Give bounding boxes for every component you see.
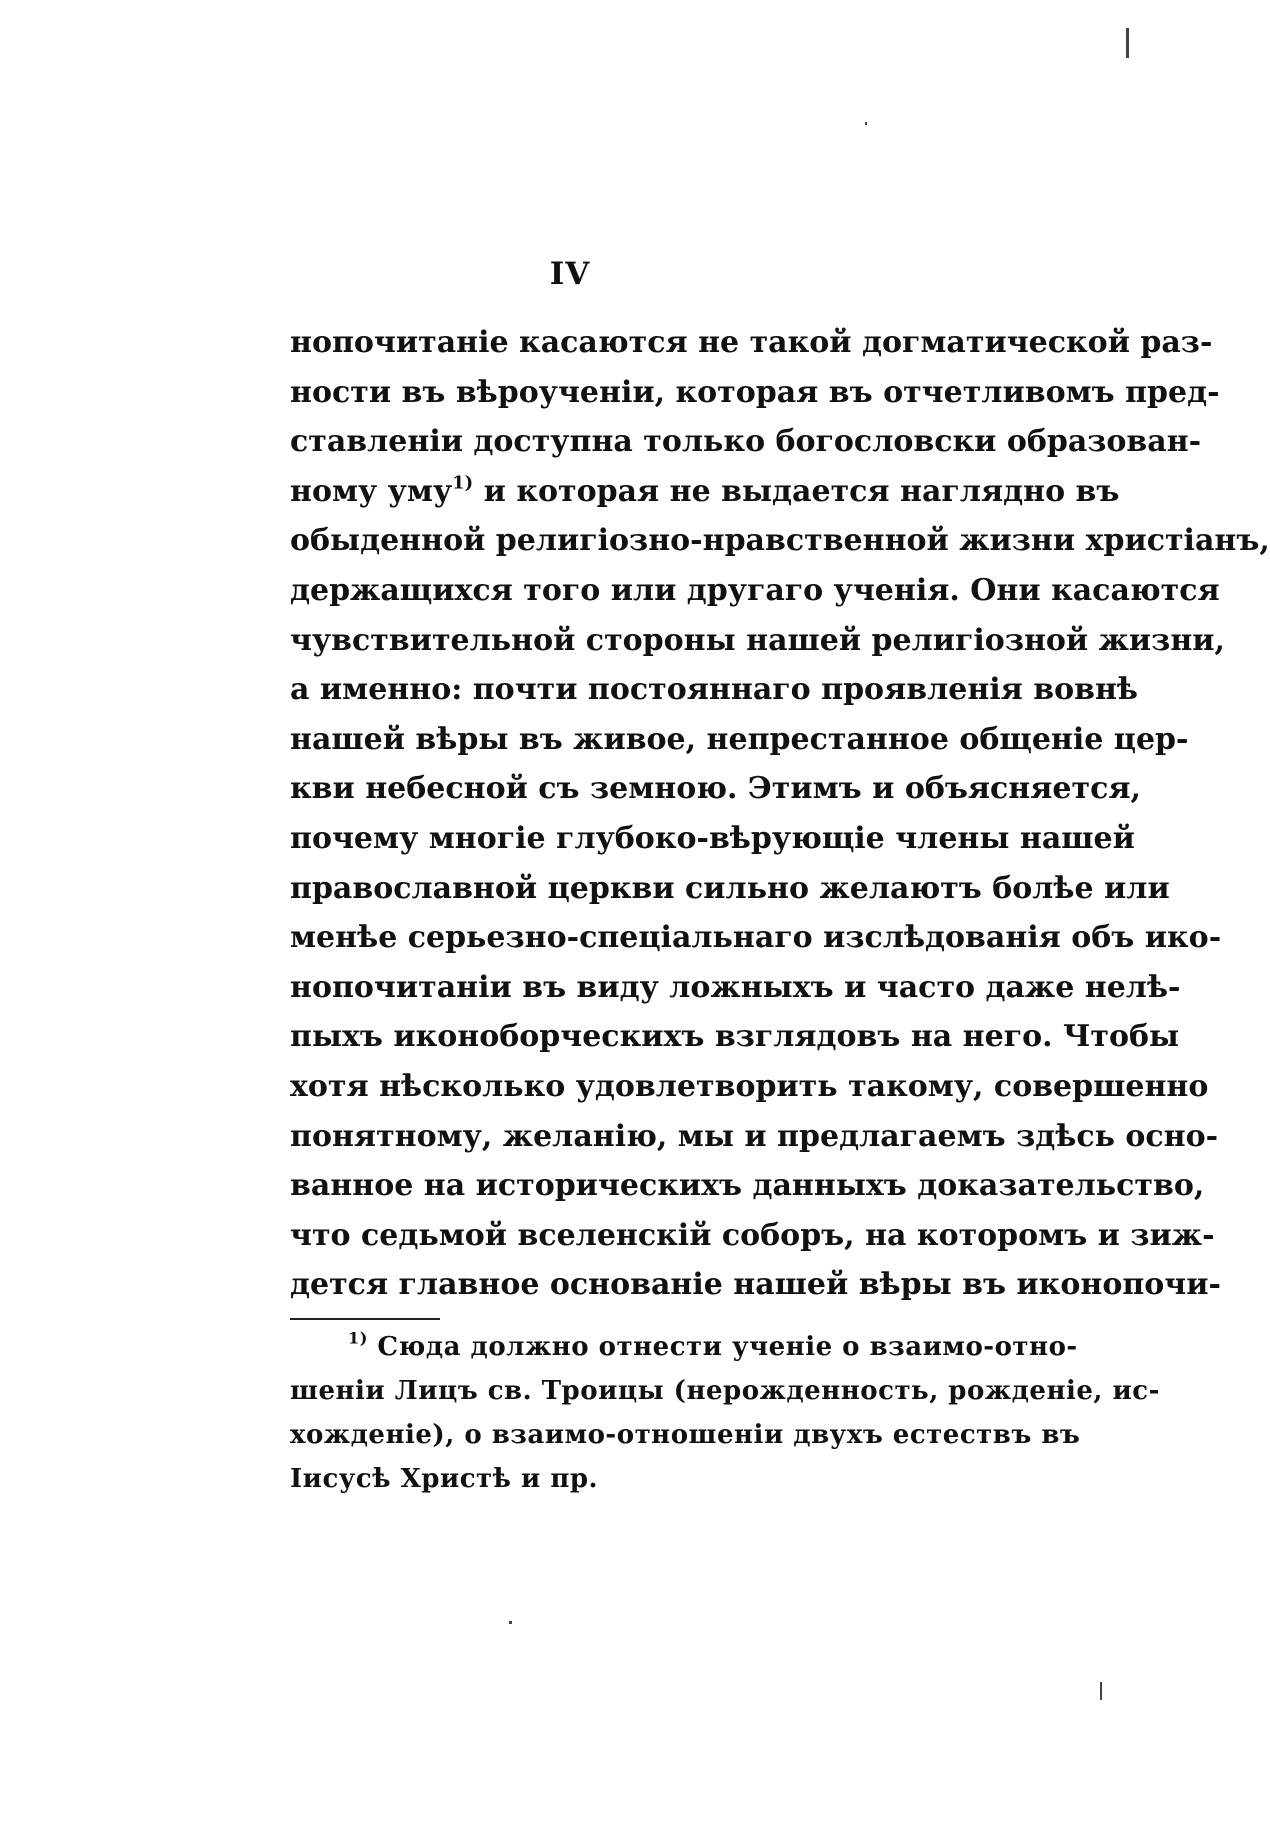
page-number: IV	[549, 256, 591, 292]
text-line: почему многіе глубоко-вѣрующіе члены нашей	[290, 820, 1135, 856]
text-line: хотя нѣсколько удовлетворить такому, совершенно	[290, 1068, 1209, 1104]
text-line: обыденной религіозно-нравственной жизни христіанъ,	[290, 523, 1270, 559]
scan-speck	[509, 1621, 512, 1624]
text-line-with-footnote-ref	[290, 467, 1120, 517]
text-line: ставленіи доступна только богословски образован-	[290, 424, 1202, 460]
footnote-text: Сюда должно отнести ученіе о взаимо-отно-	[377, 1332, 1078, 1362]
footnote-marker: 1)	[348, 1328, 368, 1348]
footnote-line	[290, 1325, 1078, 1369]
footnote-line: шеніи Лицъ св. Троицы (нерожденность, рожденіе, ис-	[290, 1376, 1160, 1406]
text-line: чувствительной стороны нашей религіозной жизни,	[290, 622, 1225, 658]
main-text-block	[290, 318, 1270, 1310]
footnote-line: хожденіе), о взаимо-отношеніи двухъ естествъ въ	[290, 1420, 1081, 1450]
text-line: менѣе серьезно-спеціальнаго изслѣдованія объ ико-	[290, 920, 1222, 956]
scan-edge-mark	[1100, 1682, 1102, 1700]
text-line: пыхъ иконоборческихъ взглядовъ на него. Чтобы	[290, 1019, 1180, 1055]
text-line: нашей вѣры въ живое, непрестанное общеніе цер-	[290, 721, 1189, 757]
footnote-reference: 1)	[452, 472, 474, 494]
text-line: что седьмой вселенскій соборъ, на которомъ и зиж-	[290, 1217, 1215, 1253]
text-line: нопочитаніе касаются не такой догматической раз-	[290, 325, 1213, 360]
text-line: ванное на историческихъ данныхъ доказательство,	[290, 1168, 1205, 1204]
text-line: дется главное основаніе нашей вѣры въ иконопочи-	[290, 1267, 1221, 1303]
text-line: ности въ вѣроученіи, которая въ отчетливомъ пред-	[290, 374, 1220, 410]
text-line: понятному, желанію, мы и предлагаемъ здѣсь осно-	[290, 1118, 1219, 1154]
footnote	[290, 1325, 1160, 1501]
text-line: держащихся того или другаго ученія. Они касаются	[290, 572, 1220, 608]
footnote-line: Іисусѣ Христѣ и пр.	[290, 1464, 599, 1494]
text-segment: ному уму	[290, 473, 453, 509]
text-line: кви небесной съ земною. Этимъ и объясняется,	[290, 771, 1141, 807]
text-line: нопочитаніи въ виду ложныхъ и часто даже нелѣ-	[290, 969, 1181, 1005]
text-line: а именно: почти постояннаго проявленія вовнѣ	[290, 672, 1139, 708]
text-segment: и которая не выдается наглядно въ	[483, 473, 1120, 509]
text-line: православной церкви сильно желаютъ болѣе или	[290, 870, 1170, 906]
scan-speck	[865, 122, 867, 125]
scan-edge-mark	[1126, 28, 1129, 58]
footnote-divider	[290, 1318, 440, 1320]
